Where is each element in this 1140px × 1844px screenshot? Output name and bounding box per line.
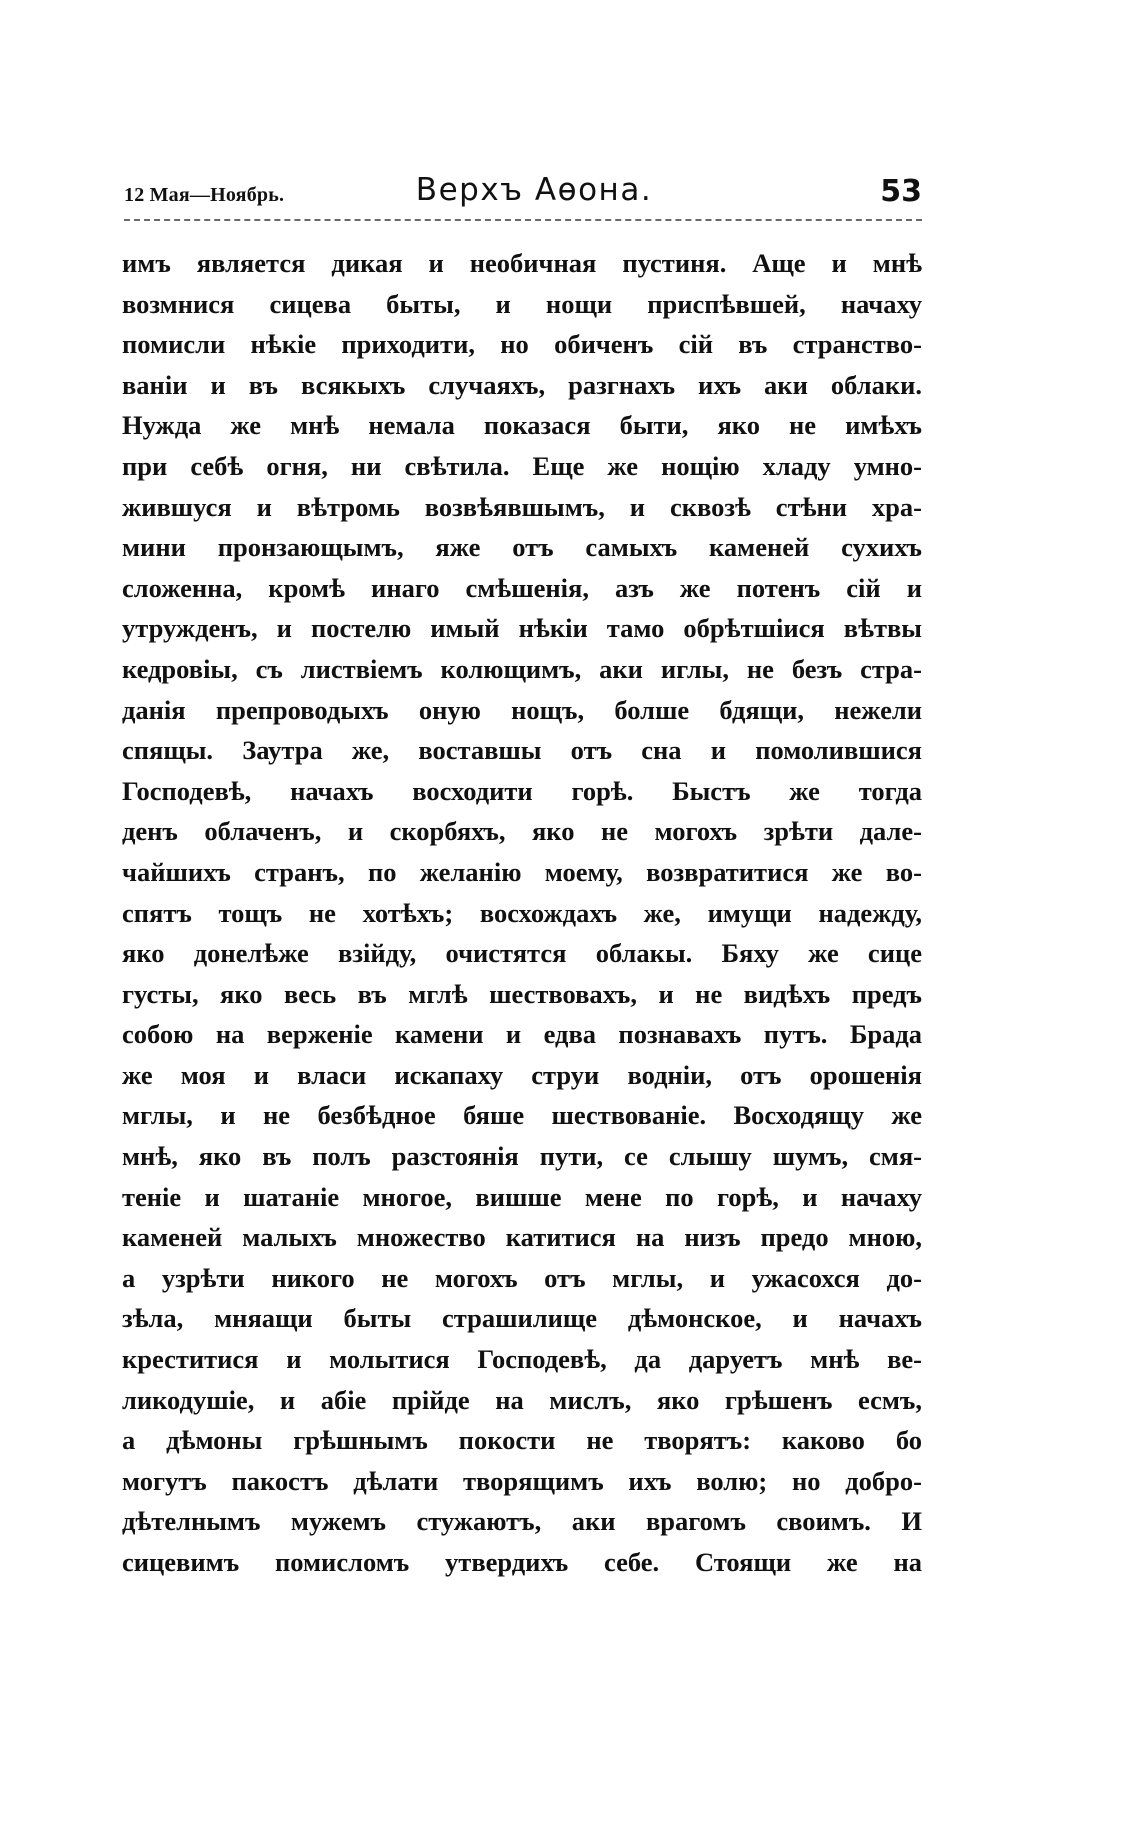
running-title: Верхъ Аѳона.: [415, 172, 653, 208]
text-line: яко донелѣже взійду, очистятся облакы. Бяху же сице: [122, 938, 922, 969]
text-line: возмнися сицева быты, и нощи приспѣвшей, начаху: [122, 288, 922, 319]
text-line: сицевимъ помисломъ утвердихъ себе. Стоящи же на: [122, 1547, 922, 1577]
text-line: денъ облаченъ, и скорбяхъ, яко не могохъ зрѣти далe-: [122, 816, 922, 847]
text-line: Господевѣ, начахъ восходити горѣ. Быстъ же тогда: [122, 775, 922, 806]
text-line: мглы, и не безбѣдное бяше шествованіе. Восходящу же: [122, 1100, 922, 1131]
text-line: данія препроводыхъ оную нощъ, болше бдящи, нежели: [122, 694, 922, 725]
page-header: [124, 172, 922, 216]
text-line: жившуся и вѣтромь возвѣявшымъ, и сквозѣ стѣни хра-: [122, 491, 922, 522]
text-line: утружденъ, и постелю имый нѣкіи тамо обрѣтшіися вѣтвы: [122, 613, 922, 644]
text-line: имъ является дикая и необичная пустиня. Аще и мнѣ: [122, 248, 922, 278]
text-line: помисли нѣкіе приходити, но обиченъ сій въ странство-: [122, 329, 922, 360]
text-line: дѣтелнымъ мужемъ стужаютъ, аки врагомъ своимъ. И: [122, 1506, 922, 1537]
text-line: а узрѣти никого не могохъ отъ мглы, и ужасохся до-: [122, 1262, 922, 1293]
text-line: же моя и власи искапаху струи водніи, отъ орошенія: [122, 1059, 922, 1090]
text-line: спятъ тощъ не хотѣхъ; восхождахъ же, имущи надежду,: [122, 897, 922, 928]
text-line: кедровіы, съ листвіемъ колющимъ, аки иглы, не безъ стра-: [122, 653, 922, 684]
text-line: могутъ пакостъ дѣлати творящимъ ихъ волю; но добро-: [122, 1465, 922, 1496]
text-line: собою на верженіе камени и едва познавахъ путъ. Брада: [122, 1019, 922, 1050]
text-line: сложенна, кромѣ инаго смѣшенія, азъ же потенъ сій и: [122, 572, 922, 603]
text-line: мини пронзающымъ, яже отъ самыхъ каменей сухихъ: [122, 532, 922, 563]
text-line: Нужда же мнѣ немала показася быти, яко не имѣхъ: [122, 410, 922, 441]
text-line: каменей малыхъ множество катитися на низъ предо мною,: [122, 1222, 922, 1253]
text-line: теніе и шатаніе многое, вишше мене по горѣ, и начаху: [122, 1181, 922, 1212]
text-line: зѣла, мняащи быты страшилище дѣмонское, и начахъ: [122, 1303, 922, 1334]
header-date-range: 12 Мая—Ноябрь.: [124, 184, 285, 206]
page-number: 53: [880, 174, 922, 209]
text-line: спящы. Заутра же, воставшы отъ сна и помолившися: [122, 735, 922, 766]
text-line: чайшихъ странъ, по желанію моему, возвратитися же во-: [122, 856, 922, 887]
body-text: [122, 243, 922, 1583]
text-line: ликодушіе, и абіе прійде на мислъ, яко грѣшенъ есмъ,: [122, 1384, 922, 1415]
text-line: мнѣ, яко въ полъ разстоянія пути, се слышу шумъ, смя-: [122, 1141, 922, 1172]
text-line: при себѣ огня, ни свѣтила. Еще же нощію хладу умно-: [122, 450, 922, 481]
text-line: а дѣмоны грѣшнымъ покости не творятъ: каково бо: [122, 1425, 922, 1456]
text-line: ваніи и въ всякыхъ случаяхъ, разгнахъ ихъ аки облаки.: [122, 369, 922, 400]
text-line: густы, яко весь въ мглѣ шествовахъ, и не видѣхъ предъ: [122, 978, 922, 1009]
text-line: креститися и молытися Господевѣ, да даруетъ мнѣ ве-: [122, 1344, 922, 1375]
header-rule: [124, 219, 922, 223]
